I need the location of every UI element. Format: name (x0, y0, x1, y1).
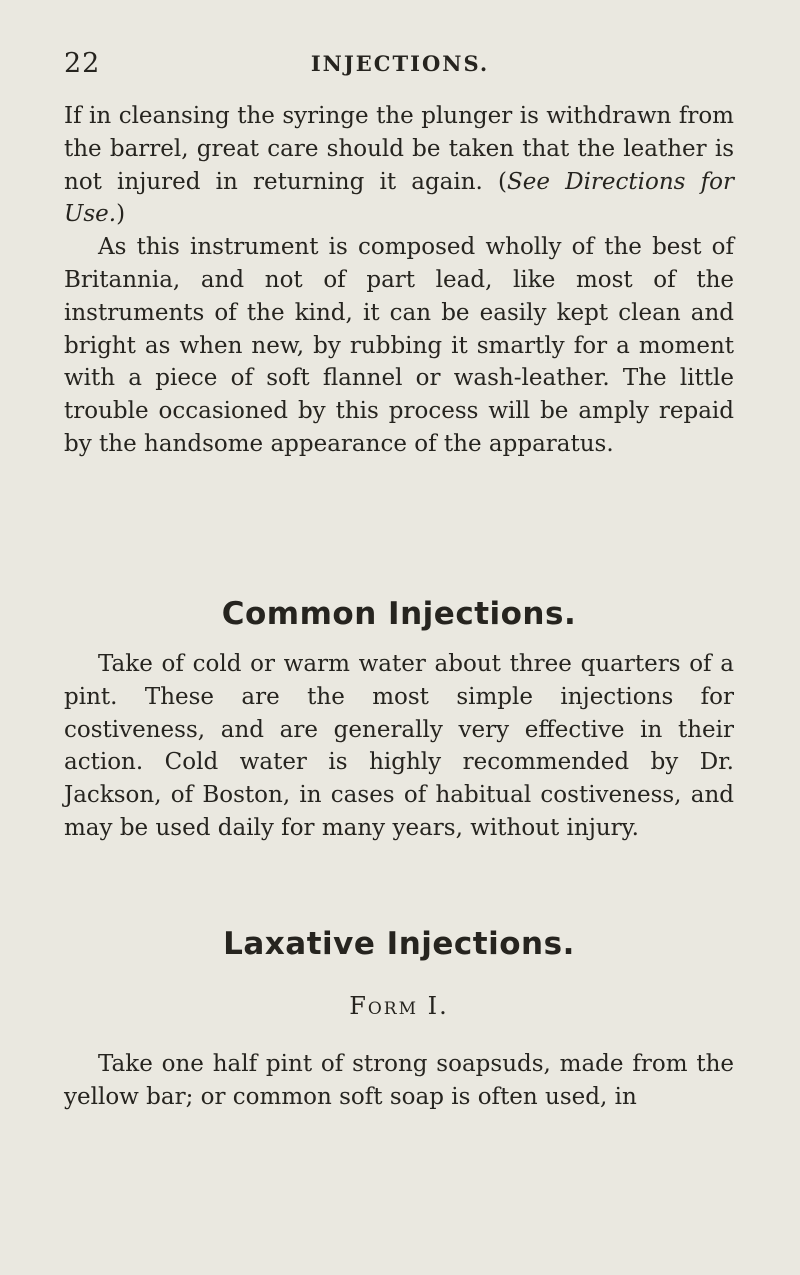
cleansing-paragraph (64, 100, 734, 231)
page-header (64, 48, 736, 84)
laxative-paragraph: Take one half pint of strong soapsuds, made from the yellow bar; or common soft soap is often used, in (64, 1051, 734, 1110)
intro-section (64, 100, 734, 461)
britannia-paragraph: As this instrument is composed wholly of the best of Britannia, and not of part lead, like most of the instruments of the kind, it can be easily kept clean and bright as when new, by rubbing it smartly for a moment with a piece of soft flannel or wash-leather. The little trouble occasioned by this process will be amply repaid by the handsome appearance of the apparatus. (64, 234, 734, 457)
common-injections-heading: Common Injections. (221, 596, 577, 632)
form-one-subheading: Form I. (349, 992, 449, 1020)
common-injections-paragraph: Take of cold or warm water about three quarters of a pint. These are the most simple injections for costiveness, and are generally very effective in their action. Cold water is highly recommended by Dr. Jackson, of Boston, in cases of habitual costiveness, and may be used daily for many years, without injury. (64, 651, 734, 841)
page-number: 22 (64, 48, 101, 79)
directions-reference: See Directions for Use. (64, 168, 734, 228)
common-injections-section (64, 648, 734, 845)
cleansing-text: If in cleansing the syringe the plunger is withdrawn from the barrel, great care should be taken that the leather is not injured in returning it again. ( (64, 103, 734, 195)
running-head: INJECTIONS. (310, 51, 490, 76)
closing-paren: ) (116, 201, 126, 228)
laxative-section (64, 1048, 734, 1114)
laxative-injections-heading: Laxative Injections. (223, 926, 575, 962)
